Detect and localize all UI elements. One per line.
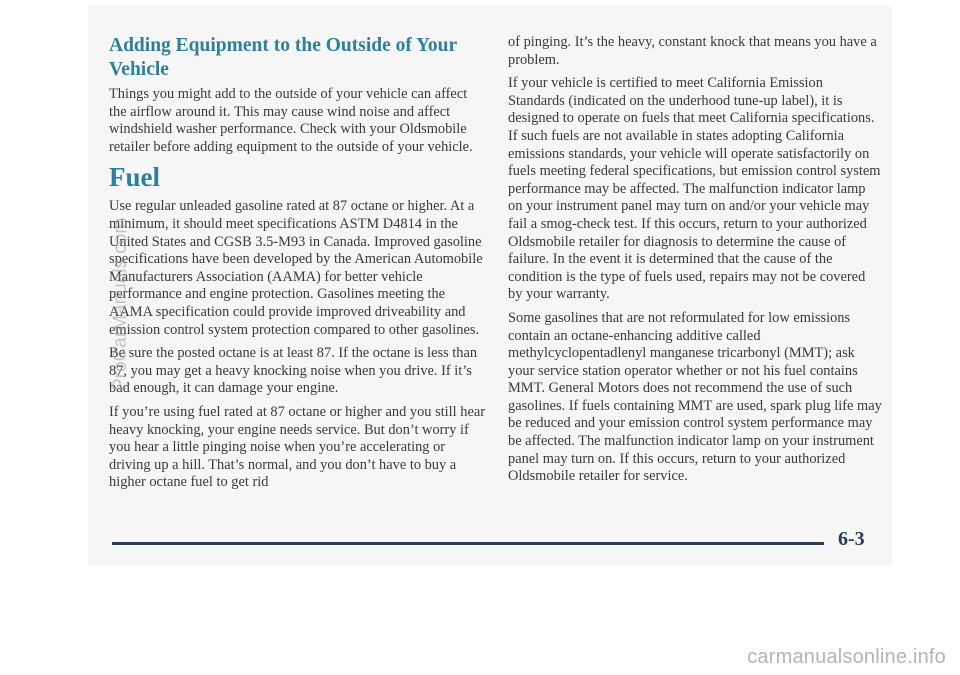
- right-paragraph-3: Some gasolines that are not reformulated for low emissions contain an octane-enhancing additive called methylcyclopentadlenyl manganese tricarbonyl (MMT); ask your service station operator whether or not his fuel contains MMT. General Motors does not recommend the use of such gasolines. If fuels containing MMT are used, spark plug life may be reduced and your emission control system performance may be affected. The malfunction indicator lamp on your instrument panel may turn on. If this occurs, return to your authorized Oldsmobile retailer for service.: [508, 309, 882, 485]
- section-paragraph: Things you might add to the outside of your vehicle can affect the airflow around it. This may cause wind noise and affect windshield washer performance. Check with your Oldsmobile retailer before adding equipment to the outside of your vehicle.: [109, 86, 473, 155]
- side-watermark: [104, 203, 134, 393]
- right-paragraph-2: If your vehicle is certified to meet California Emission Standards (indicated on the underhood tune-up label), it is designed to operate on fuels that meet California specifications. If such fuels are not available in states adopting California emissions standards, your vehicle will operate satisfactorily on fuels meeting federal specifications, but emission control system performance may be affected. The malfunction indicator lamp on your instrument panel may turn on and/or your vehicle may fail a smog-check test. If this occurs, return to your authorized Oldsmobile retailer for diagnosis to determine the cause of failure. In the event it is determined that the cause of the condition is the type of fuels used, repairs may not be covered by your warranty.: [508, 75, 881, 303]
- chapter-title-fuel: Fuel: [109, 162, 160, 193]
- right-paragraph-1: of pinging. It’s the heavy, constant knock that means you have a problem.: [508, 34, 877, 68]
- fuel-paragraph-3: If you’re using fuel rated at 87 octane or higher and you still hear heavy knocking, your engine needs service. But don’t worry if you hear a little pinging noise when you’re accelerating or driving up a hill. That’s normal, and you don’t have to buy a higher octane fuel to get rid: [109, 403, 486, 491]
- left-column: [109, 28, 487, 498]
- bottom-watermark[interactable]: carmanualsonline.info: [747, 646, 946, 668]
- side-watermark-text: ProCarManuals.com: [110, 217, 131, 391]
- footer-rule: [112, 542, 824, 545]
- fuel-paragraph-2: Be sure the posted octane is at least 87. If the octane is less than 87, you may get a heavy knocking noise when you drive. If it’s bad enough, it can damage your engine.: [109, 345, 478, 397]
- right-column: [508, 34, 883, 492]
- fuel-paragraph-1: Use regular unleaded gasoline rated at 87 octane or higher. At a minimum, it should meet specifications ASTM D4814 in the United States and CGSB 3.5-M93 in Canada. Improved gasoline specifications have been developed by the American Automobile Manufacturers Association (AAMA) for better vehicle performance and engine protection. Gasolines meeting the AAMA specification could provide improved driveability and emission control system protection compared to other gasolines.: [109, 198, 483, 338]
- page-number: 6-3: [838, 528, 865, 550]
- section-title-adding-equipment: Adding Equipment to the Outside of Your Vehicle: [109, 35, 457, 80]
